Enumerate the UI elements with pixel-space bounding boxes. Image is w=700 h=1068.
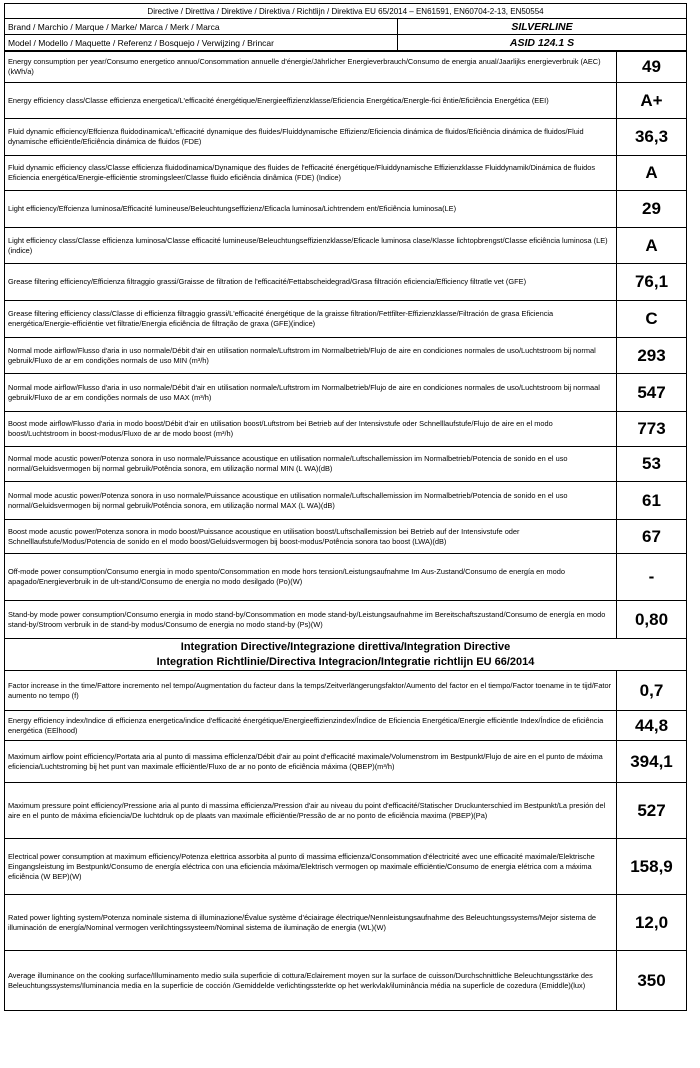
spec-label: Normal mode acustic power/Potenza sonora in uso normale/Puissance acoustique en utilisation normale/Luftschallemission im Normalbetrieb/Potencia de sonido en el uso normal/Geluidsvermogen bij normal gebruik/Potência sonora, em utilização normal MIN (L WA)(dB) <box>5 447 617 482</box>
spec-label: Off-mode power consumption/Consumo energia in modo spento/Consommation en mode hors tension/Leistungsaufnahme Im Aus-Zustand/Consumo de energía en modo apagado/Energieverbruik in de ult-stand/Consumo de energia no modo desilgado (Po)(W) <box>5 554 617 601</box>
spec-value: 61 <box>617 482 687 520</box>
spec-row <box>5 264 687 301</box>
header-table <box>4 3 687 51</box>
integration-title-line2: Integration Richtlinie/Directiva Integracion/Integratie richtlijn EU 66/2014 <box>156 655 535 668</box>
spec-label: Rated power lighting system/Potenza nominale sistema di illuminazione/Évalue système d'éciairage électrique/Nennleistungsaufnahme des Beleuchtungssystems/Mejor sistema de illuminación de energía/Nominal vermogen verilchtingssysteem/Nominal sistema de iluminação de energia (WL)(W) <box>5 895 617 951</box>
spec-row <box>5 671 687 711</box>
integration-rows <box>5 671 687 1011</box>
spec-label: Boost mode acustic power/Potenza sonora in modo boost/Puissance acoustique en utilisation boost/Luftschallemission bei Betrieb auf der Intensivstufe oder Schnelllaufstufe/Modus/Potencia de sonido en el modo boost/Geluidsvermogen bij boost-modus/Potência sonora tao boost (LWA)(dB) <box>5 520 617 554</box>
spec-label: Light efficiency class/Classe efficienza luminosa/Classe efficacité lumineuse/Beleuchtungseffizienzklasse/Eficacle luminosa clase/Klasse lichtopbrengst/Classe eficiência luminosa (LE)(indice) <box>5 228 617 264</box>
model-value: ASID 124.1 S <box>398 35 687 51</box>
spec-row <box>5 52 687 83</box>
spec-value: 49 <box>617 52 687 83</box>
spec-row <box>5 895 687 951</box>
spec-label: Light efficiency/Effcienza luminosa/Efficacité lumineuse/Beleuchtungseffizienz/Eficacla luminosa/Lichtrendem ent/Eficiência luminosa(LE) <box>5 191 617 228</box>
spec-row <box>5 447 687 482</box>
spec-value: 0,80 <box>617 601 687 639</box>
spec-value: 76,1 <box>617 264 687 301</box>
spec-row <box>5 482 687 520</box>
spec-label: Grease filtering efficiency class/Classe di efficienza filtraggio grassi/L'efficacité énergétique de la graisse filtration/Fettfilter-Effizienzklasse/Filtración de grasa Eficiencia energética/Energie-efficiëntie vet filtratie/Energia eficiência de filtração de graxa (GFE)(indice) <box>5 301 617 338</box>
spec-label: Electrical power consumption at maximum efficiency/Potenza elettrica assorbita al punto di massima efficienza/Consommation d'électricité avec une efficacité maximale/Elektrische Eingangsleistung im Bestpunkt/Consumo de energía eléctrica con una eficiencia máxima/Elektrisch vermogen op maximale efficiëntie/Consumo de energia elétrica com a máxima eficiência (W BEP)(W) <box>5 839 617 895</box>
spec-value: 29 <box>617 191 687 228</box>
spec-row <box>5 601 687 639</box>
spec-value: 527 <box>617 783 687 839</box>
spec-value: 293 <box>617 338 687 374</box>
spec-label: Normal mode airflow/Flusso d'aria in uso normale/Débit d'air en utilisation normale/Luftstrom im Normalbetrieb/Flujo de aire en condiciones normales de uso/Luchtstroom bij normal gebruik/Fluxo de ar em condições normals de uso MIN (m³/h) <box>5 338 617 374</box>
spec-label: Normal mode airflow/Flusso d'aria in uso normale/Débit d'air en utilisation normale/Luftstrom im Normalbetrieb/Flujo de aire en condiciones normales de uso/Luchtstroom bij normaal gebruik/Fluxo de ar em condições normals de uso MAX (m³/h) <box>5 374 617 412</box>
spec-label: Stand-by mode power consumption/Consumo energia in modo stand-by/Consommation en mode stand-by/Leistungsaufnahme im Bereitschaftszustand/Consumo de energía en modo stand-by/Stroom verbruik in de stand-by modus/Consumo de energia no modo stand-by (Ps)(W) <box>5 601 617 639</box>
spec-label: Fluid dynamic efficiency class/Classe efficienza fluidodinamica/Dynamique des fluides de l'efficacité énergétique/Fluiddynamische Effizienzklasse Fluiddynamik/Dinámica de fluidos Eficiencia energética/Energie-efficiëntie stromingsleer/Classe fluido eficiência dinâmica (FDE) (Indice) <box>5 156 617 191</box>
specs-table <box>4 51 687 1011</box>
spec-value: 773 <box>617 412 687 447</box>
model-label: Model / Modello / Maquette / Referenz / Bosquejo / Verwijzing / Brincar <box>5 35 398 51</box>
spec-row <box>5 119 687 156</box>
spec-row <box>5 374 687 412</box>
directive-title: Directive / Direttiva / Direktive / Direktiva / Richtlijn / Direktiva EU 65/2014 – EN61591, EN60704-2-13, EN50554 <box>5 4 687 19</box>
spec-value: 394,1 <box>617 741 687 783</box>
spec-value: 36,3 <box>617 119 687 156</box>
spec-label: Maximum airflow point efficiency/Portata aria al punto di massima efficlenza/Débit d'air au point d'efficacité maximale/Volumenstrom im Bestpunkt/Flujo de aire en el punto de máxima eficiencia/Luchtstroming bij het punt van maximale efficiëntle/Fluxo de ar no ponto de eficiência máxima (QBEP)(m³/h) <box>5 741 617 783</box>
spec-label: Factor increase in the time/Fattore incremento nel tempo/Augmentation du facteur dans la temps/Zeitverlängerungsfaktor/Aumento del factor en el tiempo/Factor toename in te tijd/Fator aumento no tempo (f) <box>5 671 617 711</box>
energy-label-sheet <box>4 3 686 1011</box>
spec-row <box>5 301 687 338</box>
spec-row <box>5 228 687 264</box>
integration-title-line1: Integration Directive/Integrazione direttiva/Integration Directive <box>180 640 511 653</box>
spec-row <box>5 412 687 447</box>
spec-row <box>5 156 687 191</box>
spec-value: 0,7 <box>617 671 687 711</box>
spec-row <box>5 83 687 119</box>
spec-value: 53 <box>617 447 687 482</box>
brand-label: Brand / Marchio / Marque / Marke/ Marca / Merk / Marca <box>5 19 398 35</box>
spec-label: Average illuminance on the cooking surface/Illuminamento medio suila superficie di cottura/Eclairement moyen sur la surface de cuisson/Durchschnittliche Beleuchtungsstärke des Beleuchtungssystems/Iluminancia media en la superficie de cocción /Gemiddelde verlichtingssterkte op het werkvlak/iluminância média na superficle de cozedura (Emiddle)(lux) <box>5 951 617 1011</box>
spec-value: - <box>617 554 687 601</box>
spec-row <box>5 520 687 554</box>
spec-value: A <box>617 156 687 191</box>
spec-label: Energy efficiency index/Indice di efficienza energetica/indice d'efficacité énergétique/Energieeffizienzindex/Índice de Eficiencia Energética/Energie efficiëntle Index/Índice de eficiência energética (EElhood) <box>5 711 617 741</box>
spec-row <box>5 554 687 601</box>
spec-row <box>5 951 687 1011</box>
spec-value: 158,9 <box>617 839 687 895</box>
spec-row <box>5 711 687 741</box>
integration-heading-row <box>5 639 687 671</box>
specs-rows <box>5 52 687 639</box>
spec-value: C <box>617 301 687 338</box>
spec-label: Energy consumption per year/Consumo energetico annuo/Consommation annuelle d'énergie/Jährlicher Energieverbrauch/Consumo de energia anual/Jaarlijks energieverbruik (AEC)(kWh/a) <box>5 52 617 83</box>
integration-heading <box>5 639 687 671</box>
brand-row <box>5 19 687 35</box>
spec-value: 67 <box>617 520 687 554</box>
spec-value: 547 <box>617 374 687 412</box>
integration-section <box>5 639 687 671</box>
spec-row <box>5 783 687 839</box>
spec-row <box>5 191 687 228</box>
spec-label: Fluid dynamic efficiency/Effcienza fluidodinamica/L'efficacité dynamique des fluides/Fluiddynamische Effizienz/Eficiencia dinámica de fluidos/Eficiência dinámica de fluidos/Fluid dynamische efficiëntle/Eficiência dinámica de fluidos (FDE) <box>5 119 617 156</box>
spec-row <box>5 741 687 783</box>
spec-value: A+ <box>617 83 687 119</box>
spec-value: 350 <box>617 951 687 1011</box>
spec-label: Energy efficiency class/Classe efficienza energetica/L'efficacité énergétique/Energieeffizienzklasse/Eficiencia Energética/Energle-fici êntie/Eficiência Energética (EEI) <box>5 83 617 119</box>
spec-row <box>5 839 687 895</box>
spec-value: 12,0 <box>617 895 687 951</box>
spec-value: A <box>617 228 687 264</box>
directive-row <box>5 4 687 19</box>
brand-value: SILVERLINE <box>398 19 687 35</box>
spec-label: Maximum pressure point efficiency/Pressione aria al punto di massima efficienza/Pression d'air au niveau du point d'efficacité/Statischer Druckunterschied im Bestpunkt/La presión del aire en el punto de máxima eficiencia/De luchtdruk op de plaats van maximale efficiëntie/Pressão de ar no ponto de eficiência maxima (PBEP)(Pa) <box>5 783 617 839</box>
spec-value: 44,8 <box>617 711 687 741</box>
spec-row <box>5 338 687 374</box>
spec-label: Boost mode airflow/Flusso d'aria in modo boost/Débit d'air en utilisation boost/Luftstrom bei Betrieb auf der Intensivstufe oder Schnelllaufstufe/Flujo de aire en el modo boost/Luchtstroom in boost-modus/Fluxo de ar de modo boost (m³/h) <box>5 412 617 447</box>
spec-label: Normal mode acustic power/Potenza sonora in uso normale/Puissance acoustique en utilisation normale/Luftschallemission im Normalbetrieb/Potencia de sonido en el uso normal/Geluidsvermogen bij normal gebruik/Potência sonora, em utilização normal MAX (L WA)(dB) <box>5 482 617 520</box>
model-row <box>5 35 687 51</box>
spec-label: Grease filtering efficiency/Efficienza filtraggio grassi/Graisse de filtration de l'efficacité/Fettabscheidegrad/Grasa filtración eficiencia/Efficiency filtratle vet (GFE) <box>5 264 617 301</box>
